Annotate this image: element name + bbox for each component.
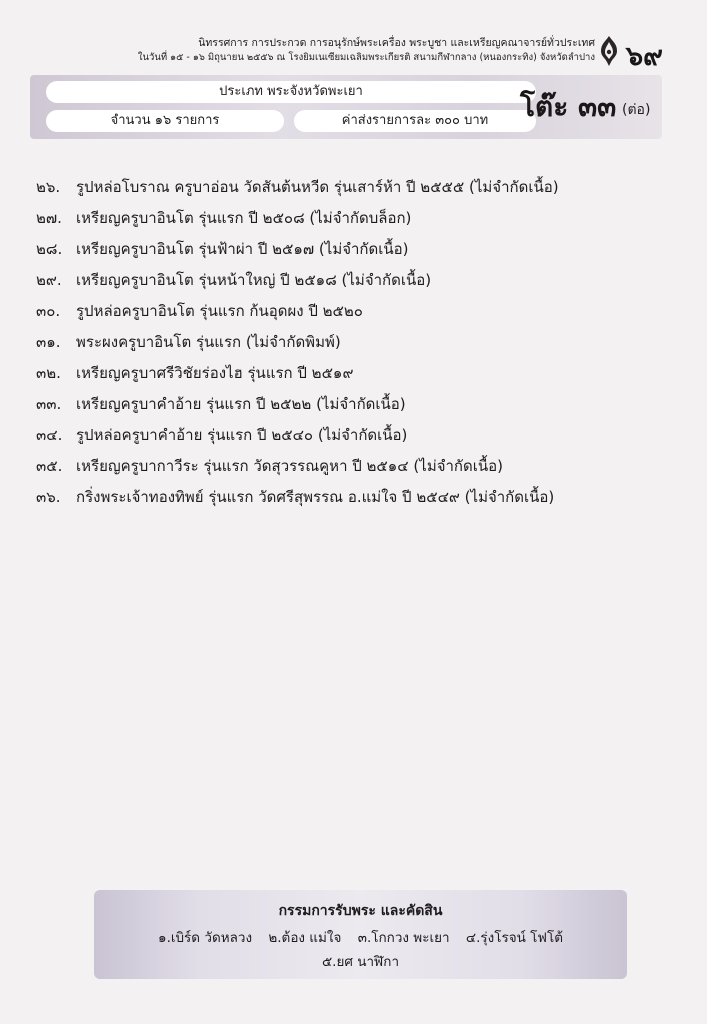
table-continued: (ต่อ) — [622, 102, 651, 118]
item-number: ๓๕. — [36, 457, 63, 475]
item-number: ๓๒. — [36, 364, 61, 382]
item-number: ๒๖. — [36, 178, 61, 196]
item-number: ๓๓. — [36, 395, 62, 413]
list-item — [36, 205, 676, 236]
list-item — [36, 236, 676, 267]
committee-member: ๕.ยศ นาฬิกา — [321, 954, 400, 970]
item-description: รูปหล่อครูบาอินโต รุ่นแรก ก้นอุดผง ปี ๒๕๒๐ — [76, 302, 363, 320]
committee-members-row — [94, 926, 627, 948]
entry-fee: ค่าส่งรายการละ ๓๐๐ บาท — [294, 110, 536, 132]
item-number: ๓๑. — [36, 333, 61, 351]
committee-box — [94, 890, 627, 979]
item-description: เหรียญครูบากาวีระ รุ่นแรก วัดสุวรรณคูหา ปี ๒๕๑๔ (ไม่จำกัดเนื้อ) — [76, 457, 503, 475]
item-description: รูปหล่อโบราณ ครูบาอ่อน วัดสันต้นหวีด รุ่นเสาร์ห้า ปี ๒๕๕๕ (ไม่จำกัดเนื้อ) — [76, 178, 559, 196]
list-item — [36, 360, 676, 391]
committee-title: กรรมการรับพระ และคัดสิน — [278, 903, 443, 919]
item-description: เหรียญครูบาคำอ้าย รุ่นแรก ปี ๒๕๒๒ (ไม่จำกัดเนื้อ) — [76, 395, 406, 413]
item-description: เหรียญครูบาอินโต รุ่นแรก ปี ๒๕๐๘ (ไม่จำกัดบล็อก) — [76, 209, 412, 227]
list-item — [36, 453, 676, 484]
list-item — [36, 329, 676, 360]
item-number: ๓๔. — [36, 426, 63, 444]
committee-member: ๑.เบิร์ด วัดหลวง — [158, 930, 253, 946]
committee-members-row — [94, 950, 627, 972]
item-number: ๓๖. — [36, 488, 61, 506]
event-header — [138, 36, 595, 65]
list-item — [36, 422, 676, 453]
event-date-venue: ในวันที่ ๑๕ - ๑๖ มิถุนายน ๒๕๕๖ ณ โรงยิมเนเซียมเฉลิมพระเกียรติ สนามกีฬากลาง (หนองกระทิง) จังหวัดลำปาง — [137, 52, 595, 63]
item-description: เหรียญครูบาอินโต รุ่นหน้าใหญ่ ปี ๒๕๑๘ (ไม่จำกัดเนื้อ) — [76, 271, 432, 289]
item-description: รูปหล่อครูบาคำอ้าย รุ่นแรก ปี ๒๕๔๐ (ไม่จำกัดเนื้อ) — [76, 426, 408, 444]
item-number: ๒๘. — [36, 240, 63, 258]
committee-member: ๒.ต้อง แม่ใจ — [268, 930, 342, 946]
event-title: นิทรรศการ การประกวด การอนุรักษ์พระเครื่อง พระบูชา และเหรียญคณาจารย์ทั่วประเทศ — [198, 37, 595, 49]
category-box — [30, 75, 662, 139]
item-list — [36, 174, 676, 515]
emblem-icon — [598, 34, 620, 68]
list-item — [36, 391, 676, 422]
item-number: ๒๙. — [36, 271, 62, 289]
list-item — [36, 484, 676, 515]
item-description: กริ่งพระเจ้าทองทิพย์ รุ่นแรก วัดศรีสุพรรณ อ.แม่ใจ ปี ๒๕๔๙ (ไม่จำกัดเนื้อ) — [76, 488, 555, 506]
list-item — [36, 298, 676, 329]
committee-member: ๔.รุ่งโรจน์ โฟโต้ — [465, 930, 563, 946]
item-number: ๒๗. — [36, 209, 62, 227]
item-number: ๓๐. — [36, 302, 61, 320]
item-count: จำนวน ๑๖ รายการ — [46, 110, 284, 132]
list-item — [36, 267, 676, 298]
item-description: เหรียญครูบาอินโต รุ่นฟ้าผ่า ปี ๒๕๑๗ (ไม่จำกัดเนื้อ) — [76, 240, 409, 258]
page-number: ๖๙ — [626, 41, 663, 72]
committee-member: ๓.โกกวง พะเยา — [357, 930, 450, 946]
item-description: พระผงครูบาอินโต รุ่นแรก (ไม่จำกัดพิมพ์) — [76, 333, 341, 351]
list-item — [36, 174, 676, 205]
category-name: ประเภท พระจังหวัดพะเยา — [46, 81, 536, 103]
item-description: เหรียญครูบาศรีวิชัยร่องไฮ รุ่นแรก ปี ๒๕๑๙ — [76, 364, 354, 382]
table-label: โต๊ะ ๓๓ — [520, 90, 617, 123]
